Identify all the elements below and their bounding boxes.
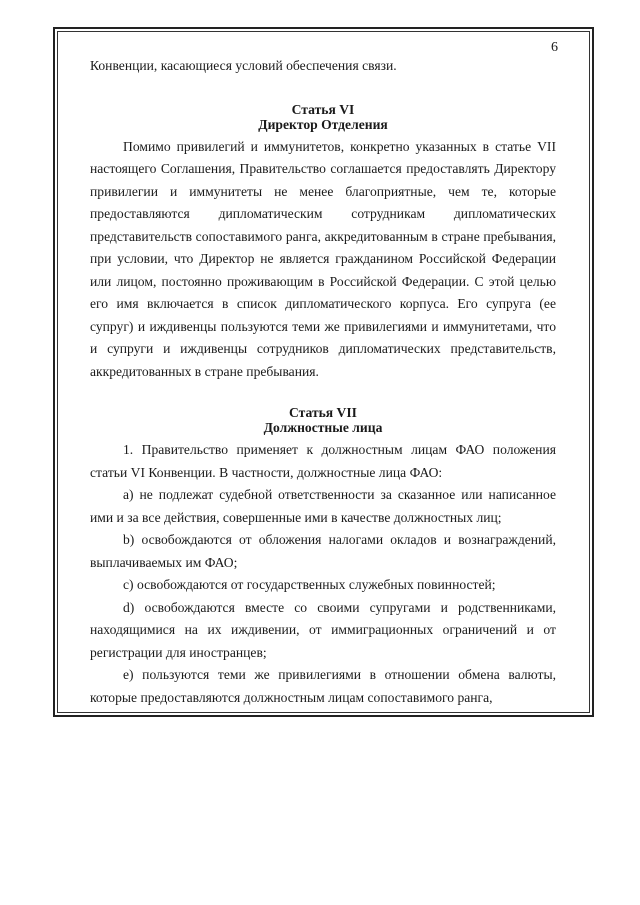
article-7-item-c: c) освобождаются от государственных служебных повинностей; (123, 577, 496, 592)
article-7-paragraph-1: 1. Правительство применяет к должностным лицам ФАО положения статьи VI Конвенции. В частности, должностные лица ФАО: (90, 442, 556, 480)
article-6-subtitle: Директор Отделения (258, 116, 388, 132)
intro-line: Конвенции, касающиеся условий обеспечения связи. (90, 58, 397, 73)
article-6-heading (90, 102, 556, 132)
article-7-heading (90, 405, 556, 435)
article-7-item-e: e) пользуются теми же привилегиями в отношении обмена валюты, которые предоставляются должностным лицам сопоставимого ранга, (90, 667, 556, 705)
article-7-item-b: b) освобождаются от обложения налогами окладов и вознаграждений, выплачиваемых им ФАО; (90, 532, 556, 570)
article-7-subtitle: Должностные лица (263, 420, 383, 435)
article-7-item-a: а) не подлежат судебной ответственности за сказанное или написанное ими и за все действия, совершенные ими в качестве должностных лиц; (90, 487, 556, 525)
document-body (90, 55, 556, 709)
article-6-title: Статья VI (291, 101, 355, 117)
article-7-item-d: d) освобождаются вместе со своими супругами и родственниками, находящимися на их иждивении, от иммиграционных ограничений и от регистрации для иностранцев; (90, 599, 556, 660)
article-7-title: Статья VII (289, 405, 357, 420)
page-number: 6 (551, 40, 558, 55)
article-6-paragraph: Помимо привилегий и иммунитетов, конкретно указанных в статье VII настоящего Соглашения, Правительство соглашается предоставлять Директору привилегии и иммунитеты не менее благоприятные, чем те, которые предоставляются дипломатическим сотрудникам дипломатических представительств сопоставимого ранга, аккредитованным в стране пребывания, при условии, что Директор не является гражданином Российской Федерации или лицом, постоянно проживающим в Российской Федерации. С этой целью его имя включается в список дипломатического корпуса. Его супруга (ее супруг) и иждивенцы пользуются теми же привилегиями и иммунитетами, что и супруги и иждивенцы сотрудников дипломатических представительств, аккредитованных в стране пребывания. (90, 138, 556, 379)
